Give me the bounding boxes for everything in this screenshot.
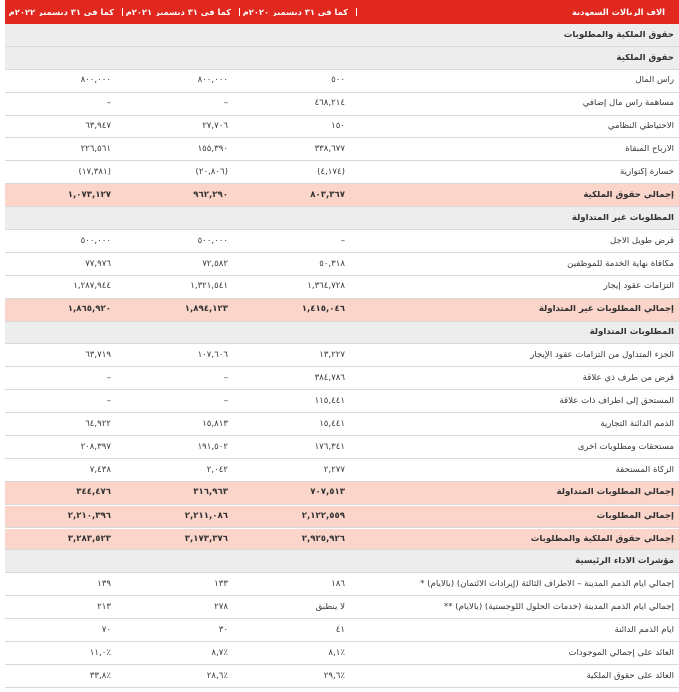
total-row <box>5 528 679 551</box>
value-2020: ١٥٠ <box>331 122 345 131</box>
table-row <box>5 70 679 93</box>
row-label: التزامات عقود إيجار <box>603 282 674 292</box>
row-label: إجمالي حقوق الملكية والمطلوبات <box>530 534 674 544</box>
value-2022: ٥٠٠,٠٠٠ <box>80 236 111 246</box>
value-2020: ١١٥,٤٤١ <box>314 396 345 406</box>
value-2022: ٪٣٣,٨ <box>89 671 111 681</box>
value-2020: ٢,٩٢٥,٩٢٦ <box>301 534 345 544</box>
value-2021: (٢٠,٨٠٦) <box>195 167 228 177</box>
table-row <box>5 619 679 642</box>
value-2020: ١٧٦,٣٤١ <box>314 442 345 452</box>
table-header-row <box>5 0 679 24</box>
row-label: إجمالي أيام الذمم المدينة (خدمات الحلول اللوجستية) (بالأيام) ** <box>443 602 674 612</box>
table-row <box>5 459 679 482</box>
row-label: الزكاة المستحقة <box>615 465 674 475</box>
row-label: مكافأة نهاية الخدمة للموظفين <box>567 259 674 269</box>
value-2020: ٥٠٠ <box>331 76 345 86</box>
value-2021: ١,٨٩٤,١٢٣ <box>184 305 228 314</box>
section-header-row <box>5 24 679 47</box>
value-2022: ١٣٩ <box>97 580 111 589</box>
value-2021: ١٥,٨١٣ <box>202 419 228 429</box>
row-label: إجمالي حقوق الملكية <box>583 190 674 200</box>
table-row <box>5 93 679 116</box>
row-label: أيام الذمم الدائنة <box>614 625 674 635</box>
value-2021: ٣٠ <box>218 625 228 635</box>
value-2021: ٢,٢١١,٠٨٦ <box>184 511 228 521</box>
total-row <box>5 505 679 528</box>
row-label: إجمالي المطلوبات <box>596 511 674 521</box>
value-2020: ٥٠,٣١٨ <box>319 259 345 269</box>
value-2022: ٦٤,٩٢٢ <box>85 419 111 429</box>
total-row <box>5 184 679 207</box>
header-label: آلاف الريالات السعودية <box>572 7 665 17</box>
financial-table <box>5 0 679 688</box>
row-label: مؤشرات الأداء الرئيسية <box>575 557 674 566</box>
value-2020: – <box>340 236 345 246</box>
table-row <box>5 573 679 596</box>
value-2022: ٦٣,٧١٩ <box>85 351 111 360</box>
table-row <box>5 344 679 367</box>
value-2022: ٧,٤٣٨ <box>89 465 111 475</box>
value-2021: ٢٧,٧٠٦ <box>202 122 228 131</box>
value-2021: ٪٢٨,٦ <box>206 671 228 681</box>
value-2021: ١,٣٢١,٥٤١ <box>190 282 228 292</box>
value-2021: ١٩١,٥٠٢ <box>197 442 228 452</box>
row-label: حقوق الملكية <box>616 53 674 63</box>
table-row <box>5 116 679 139</box>
value-2022: ٦٣,٩٤٧ <box>85 122 111 131</box>
value-2022: ١,٨٦٥,٩٢٠ <box>67 305 111 314</box>
row-label: حقوق الملكية والمطلوبات <box>563 30 674 40</box>
table-row <box>5 230 679 253</box>
value-2021: ٨٠٠,٠٠٠ <box>197 76 228 86</box>
value-2020: ١,٣٦٤,٧٢٨ <box>307 282 345 292</box>
table-row <box>5 642 679 665</box>
table-row <box>5 367 679 390</box>
row-label: إجمالي المطلوبات المتداولة <box>556 488 674 498</box>
row-label: رأس المال <box>635 76 674 86</box>
value-2020: ٣٨٤,٧٨٦ <box>314 374 345 383</box>
value-2020: ٨٠٣,٣٦٧ <box>310 190 345 200</box>
value-2022: (١٧,٣٨١) <box>78 167 111 177</box>
value-2020: ٤٦٨,٢١٤ <box>314 99 345 108</box>
value-2022: ٧٧,٩٧٦ <box>85 259 111 269</box>
table-row <box>5 413 679 436</box>
value-2022: ١,٠٧٣,١٢٧ <box>67 190 111 200</box>
table-row <box>5 665 679 688</box>
total-row <box>5 482 679 505</box>
table-row <box>5 138 679 161</box>
value-2021: ١٠٧,٦٠٦ <box>197 351 228 360</box>
row-label: العائد على حقوق الملكية <box>586 671 674 681</box>
value-2020: ١٨٦ <box>331 580 345 589</box>
total-row <box>5 299 679 322</box>
table-body <box>5 24 679 688</box>
table-row <box>5 596 679 619</box>
header-2020: كما في ٣١ ديسمبر ٢٠٢٠م <box>240 8 357 16</box>
value-2020: ٤١ <box>335 625 345 635</box>
row-label: إجمالي أيام الذمم المدينة – الأطراف الثالثة (إيرادات الائتمان) (بالأيام) * <box>420 580 674 589</box>
row-label: الذمم الدائنة التجارية <box>600 419 674 429</box>
row-label: العائد على إجمالي الموجودات <box>568 648 674 658</box>
value-2022: ٨٠٠,٠٠٠ <box>80 76 111 86</box>
table-row <box>5 161 679 184</box>
value-2020: ٣٣٨,٦٧٧ <box>314 145 345 154</box>
value-2022: ١,٢٨٧,٩٤٤ <box>73 282 111 292</box>
value-2022: ٢,٢١٠,٣٩٦ <box>67 511 111 521</box>
value-2022: ٪١١,٠ <box>89 648 111 658</box>
row-label: الأرباح المبقاة <box>625 145 674 154</box>
table-row <box>5 253 679 276</box>
table-row <box>5 276 679 299</box>
value-2021: ٧٢,٥٨٢ <box>202 259 228 269</box>
value-2021: ٢٧٨ <box>214 602 228 612</box>
row-label: مستحقات ومطلوبات أخرى <box>577 442 674 452</box>
value-2020: (٤,١٧٤) <box>317 167 345 177</box>
value-2020: ٧٠٧,٥١٣ <box>310 488 345 498</box>
value-2021: – <box>223 374 228 383</box>
value-2022: – <box>106 374 111 383</box>
value-2021: ٣,١٧٣,٣٧٦ <box>184 534 228 544</box>
value-2022: – <box>106 99 111 108</box>
value-2020: لا ينطبق <box>315 602 345 612</box>
value-2022: ٣٤٤,٤٧٦ <box>76 488 111 498</box>
section-header-row <box>5 550 679 573</box>
value-2020: ١٥,٤٤١ <box>319 419 345 429</box>
value-2022: ٢٠٨,٣٩٧ <box>80 442 111 452</box>
value-2021: ٥٠٠,٠٠٠ <box>197 236 228 246</box>
value-2022: ٢٢٦,٥٦١ <box>80 145 111 154</box>
value-2021: ٪٨,٧ <box>211 648 228 658</box>
table-row <box>5 436 679 459</box>
value-2021: ٩٦٢,٢٩٠ <box>193 190 228 200</box>
value-2020: ٪٨,١ <box>328 648 345 658</box>
value-2020: ١,٤١٥,٠٤٦ <box>301 305 345 314</box>
section-header-row <box>5 47 679 70</box>
row-label: مساهمة رأس مال إضافي <box>582 99 674 108</box>
section-header-row <box>5 322 679 345</box>
row-label: المستحق إلى أطراف ذات علاقة <box>559 396 674 406</box>
value-2020: ٢,٢٧٧ <box>323 465 345 475</box>
value-2020: ٢,١٢٢,٥٥٩ <box>301 511 345 521</box>
row-label: إجمالي المطلوبات غير المتداولة <box>538 305 674 314</box>
value-2020: ٪٢٩,٦ <box>323 671 345 681</box>
value-2021: ٢,٠٤٢ <box>206 465 228 475</box>
value-2022: ٣,٢٨٣,٥٢٣ <box>67 534 111 544</box>
value-2022: ٧٠ <box>101 625 111 635</box>
header-2021: كما في ٣١ ديسمبر ٢٠٢١م <box>123 8 240 16</box>
value-2020: ١٣,٢٢٧ <box>319 351 345 360</box>
row-label: الاحتياطي النظامي <box>607 122 674 131</box>
value-2021: – <box>223 396 228 406</box>
value-2021: – <box>223 99 228 108</box>
table-row <box>5 390 679 413</box>
row-label: قرض طويل الأجل <box>610 236 674 246</box>
value-2021: ٣١٦,٩٦٣ <box>193 488 228 498</box>
row-label: قرض من طرف ذي علاقة <box>582 374 674 383</box>
row-label: المطلوبات غير المتداولة <box>571 213 674 223</box>
value-2022: ٢١٣ <box>97 602 111 612</box>
section-header-row <box>5 207 679 230</box>
header-2022: كما في ٣١ ديسمبر ٢٠٢٢م <box>5 8 123 16</box>
value-2021: ١٥٥,٣٩٠ <box>197 145 228 154</box>
row-label: المطلوبات المتداولة <box>589 328 674 337</box>
value-2022: – <box>106 396 111 406</box>
row-label: خسارة إكتوارية <box>619 167 674 177</box>
value-2021: ١٣٣ <box>214 580 228 589</box>
row-label: الجزء المتداول من التزامات عقود الإيجار <box>530 351 674 360</box>
